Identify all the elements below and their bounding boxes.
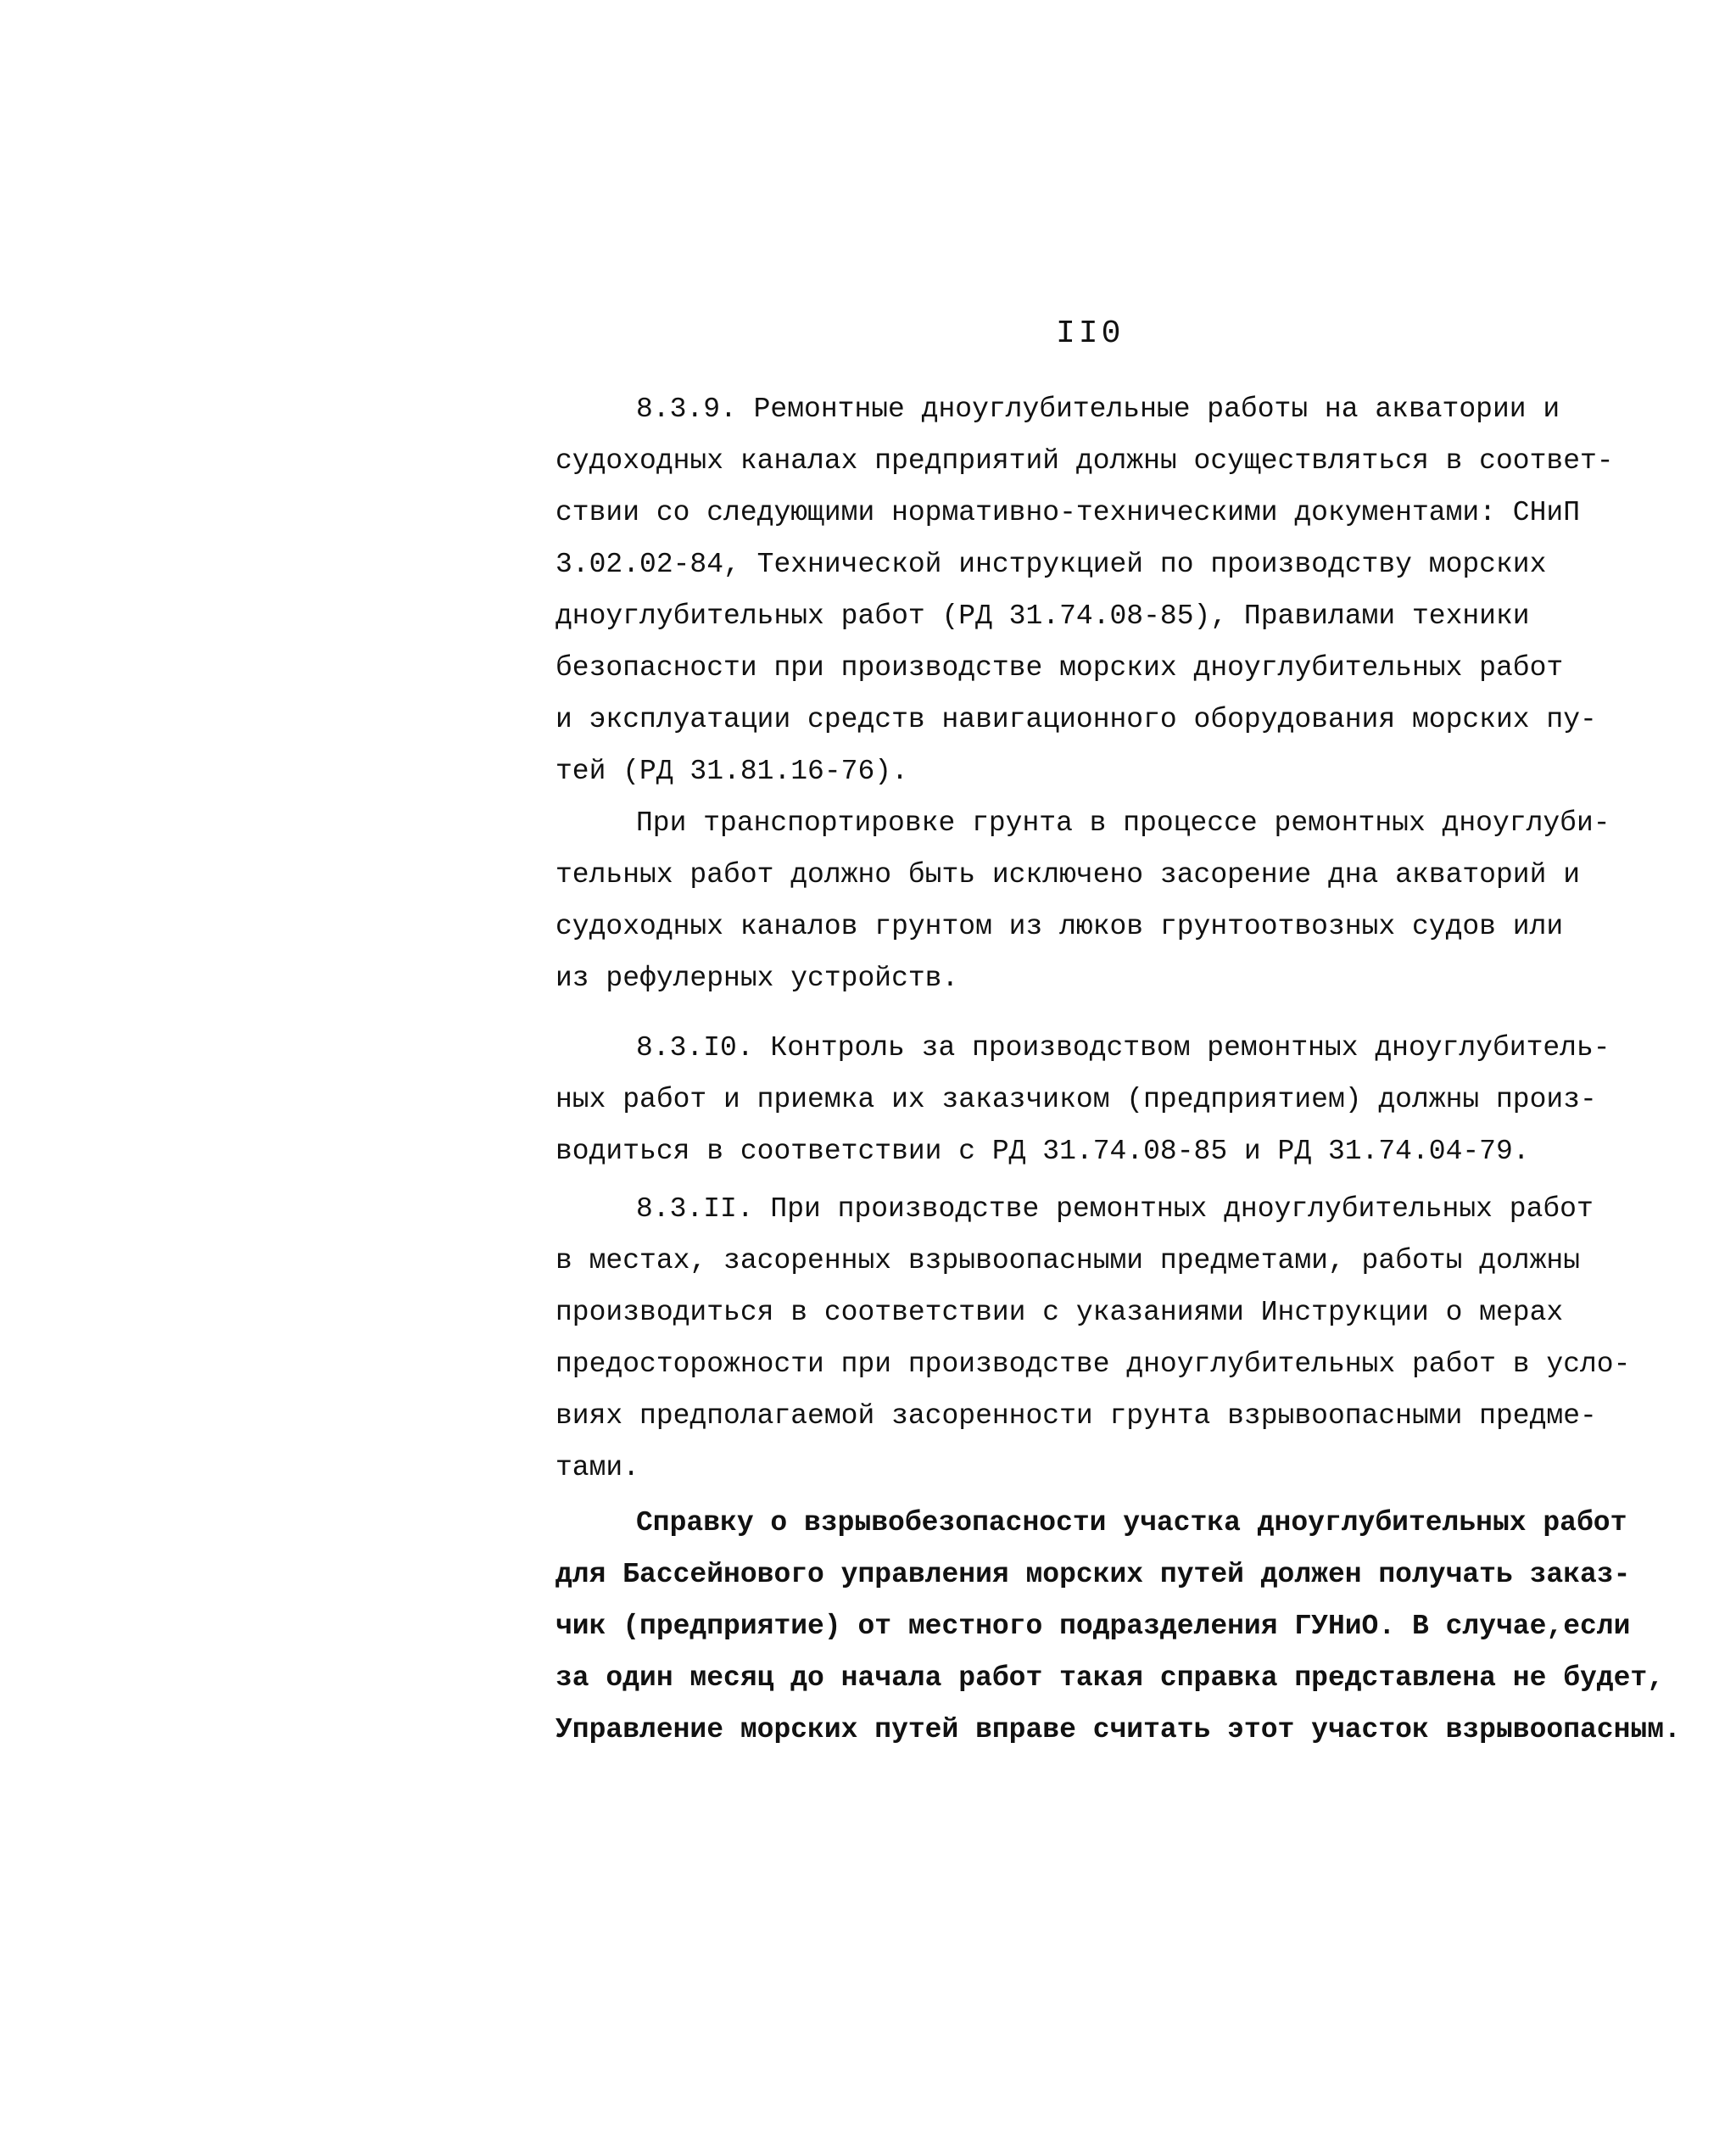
text-line: водиться в соответствии с РД 31.74.08-85 и РД 31.74.04-79. — [555, 1136, 1530, 1167]
text-line: Справку о взрывобезопасности участка дноуглубительных работ — [636, 1507, 1627, 1539]
text-line: из рефулерных устройств. — [555, 963, 959, 994]
text-line: и эксплуатации средств навигационного оборудования морских пу- — [555, 704, 1597, 735]
text-line: дноуглубительных работ (РД 31.74.08-85), Правилами техники — [555, 600, 1530, 632]
text-line: судоходных каналах предприятий должны осуществляться в соответ- — [555, 445, 1614, 477]
text-line: 8.3.9. Ремонтные дноуглубительные работы на акватории и — [636, 394, 1560, 425]
text-line: ствии со следующими нормативно-техническими документами: СНиП — [555, 497, 1580, 528]
text-line: безопасности при производстве морских дноуглубительных работ — [555, 652, 1564, 684]
text-line: виях предполагаемой засоренности грунта взрывоопасными предме- — [555, 1400, 1597, 1432]
paragraph-explosive-safety-certificate — [555, 1497, 1681, 1756]
text-line: Управление морских путей вправе считать этот участок взрывоопасным. — [555, 1714, 1681, 1745]
text-line: тами. — [555, 1452, 640, 1483]
text-line: за один месяц до начала работ такая справка представлена не будет, — [555, 1662, 1665, 1694]
text-line: чик (предприятие) от местного подразделения ГУНиО. В случае,если — [555, 1611, 1631, 1642]
page-number: II0 — [1056, 316, 1125, 352]
text-line: 8.3.II. При производстве ремонтных дноуглубительных работ — [636, 1193, 1594, 1225]
text-line: производиться в соответствии с указаниями Инструкции о мерах — [555, 1297, 1564, 1328]
paragraph-8-3-11 — [555, 1183, 1631, 1494]
text-line: 8.3.I0. Контроль за производством ремонтных дноуглубитель- — [636, 1032, 1610, 1064]
text-line: тей (РД 31.81.16-76). — [555, 756, 908, 787]
text-line: в местах, засоренных взрывоопасными предметами, работы должны — [555, 1245, 1580, 1276]
text-line: тельных работ должно быть исключено засорение дна акваторий и — [555, 859, 1580, 891]
text-line: 3.02.02-84, Технической инструкцией по производству морских — [555, 549, 1547, 580]
paragraph-8-3-10 — [555, 1022, 1624, 1177]
text-line: для Бассейнового управления морских путей должен получать заказ- — [555, 1559, 1631, 1590]
text-line: судоходных каналов грунтом из люков грунтоотвозных судов или — [555, 911, 1564, 942]
paragraph-8-3-9 — [555, 383, 1624, 797]
text-line: При транспортировке грунта в процессе ремонтных дноуглуби- — [636, 807, 1610, 839]
text-line: ных работ и приемка их заказчиком (предприятием) должны произ- — [555, 1084, 1597, 1115]
text-line: предосторожности при производстве дноуглубительных работ в усло- — [555, 1349, 1631, 1380]
paragraph-soil-transport — [555, 797, 1624, 1004]
